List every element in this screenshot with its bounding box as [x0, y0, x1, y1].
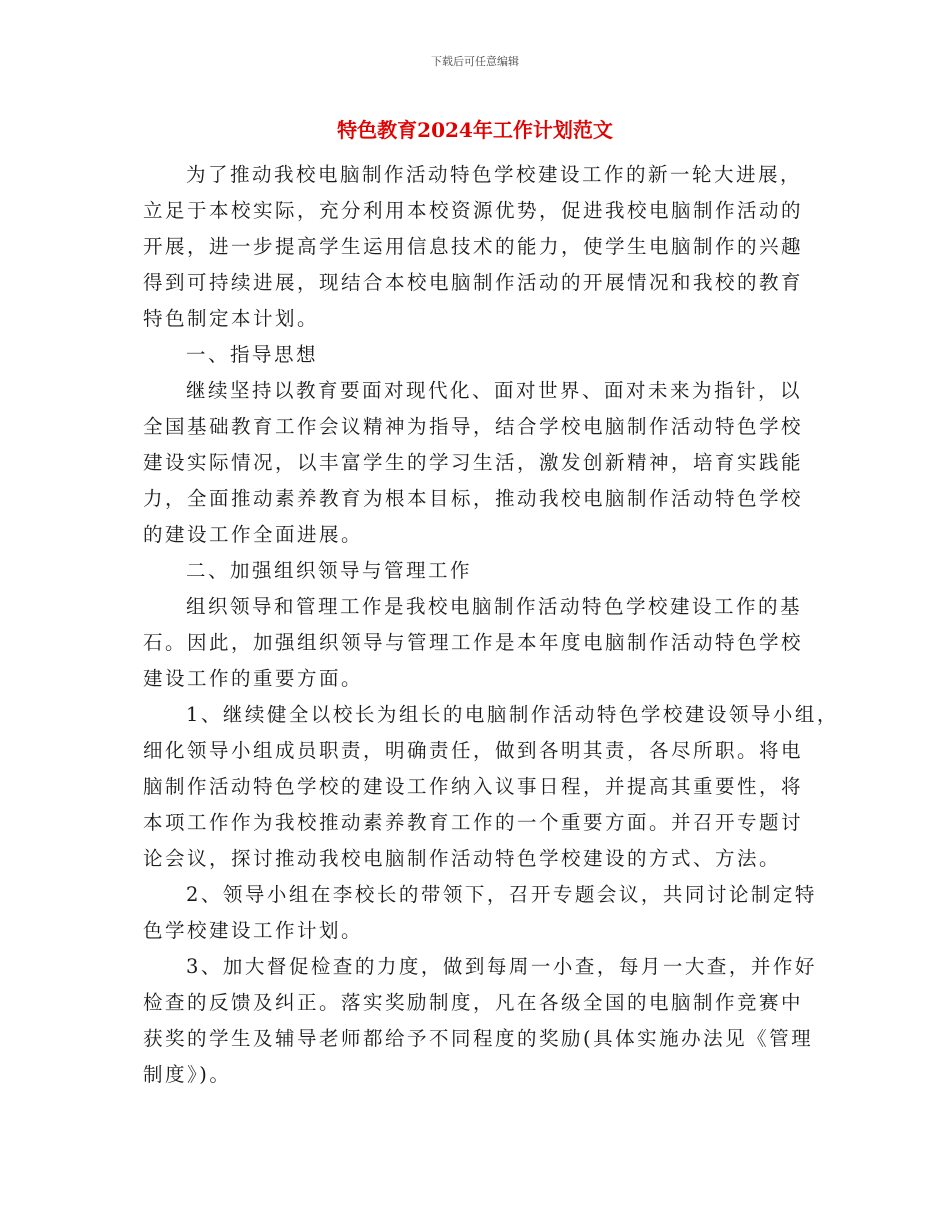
document-body — [143, 157, 839, 1093]
body-line: 得到可持续进展，现结合本校电脑制作活动的开展情况和我校的教育 — [143, 271, 804, 294]
section-heading-guiding-thought: 一、指导思想 — [186, 343, 319, 366]
body-line: 1、继续健全以校长为组长的电脑制作活动特色学校建设领导小组， — [186, 703, 839, 726]
body-line: 检查的反馈及纠正。落实奖励制度，凡在各级全国的电脑制作竞赛中 — [143, 991, 804, 1014]
body-line: 细化领导小组成员职责，明确责任，做到各明其责，各尽所职。将电 — [143, 739, 804, 762]
body-line: 石。因此，加强组织领导与管理工作是本年度电脑制作活动特色学校 — [143, 631, 804, 654]
body-line: 脑制作活动特色学校的建设工作纳入议事日程，并提高其重要性，将 — [143, 775, 804, 798]
body-line: 组织领导和管理工作是我校电脑制作活动特色学校建设工作的基 — [186, 595, 803, 618]
body-line: 获奖的学生及辅导老师都给予不同程度的奖励(具体实施办法见《管理 — [143, 1027, 814, 1050]
body-line: 色学校建设工作计划。 — [143, 919, 364, 942]
body-line: 开展，进一步提高学生运用信息技术的能力，使学生电脑制作的兴趣 — [143, 235, 804, 258]
body-line: 的建设工作全面进展。 — [143, 523, 364, 546]
page-header-note: 下载后可任意编辑 — [431, 55, 519, 68]
body-line: 建设工作的重要方面。 — [143, 667, 364, 690]
body-line: 本项工作作为我校推动素养教育工作的一个重要方面。并召开专题讨 — [143, 811, 804, 834]
body-line: 制度》)。 — [143, 1063, 232, 1086]
body-line: 建设实际情况，以丰富学生的学习生活，激发创新精神，培育实践能 — [143, 451, 804, 474]
body-line: 2、领导小组在李校长的带领下，召开专题会议，共同讨论制定特 — [186, 883, 817, 906]
document-title: 特色教育2024年工作计划范文 — [337, 118, 613, 142]
section-heading-organization: 二、加强组织领导与管理工作 — [186, 559, 473, 582]
body-line: 特色制定本计划。 — [143, 307, 320, 330]
body-line: 为了推动我校电脑制作活动特色学校建设工作的新一轮大进展， — [186, 163, 803, 186]
body-line: 3、加大督促检查的力度，做到每周一小查，每月一大查，并作好 — [186, 955, 817, 978]
body-line: 立足于本校实际，充分利用本校资源优势，促进我校电脑制作活动的 — [143, 199, 804, 222]
body-line: 力，全面推动素养教育为根本目标，推动我校电脑制作活动特色学校 — [143, 487, 804, 510]
body-line: 论会议，探讨推动我校电脑制作活动特色学校建设的方式、方法。 — [143, 847, 782, 870]
body-line: 继续坚持以教育要面对现代化、面对世界、面对未来为指针，以 — [186, 379, 803, 402]
body-line: 全国基础教育工作会议精神为指导，结合学校电脑制作活动特色学校 — [143, 415, 804, 438]
